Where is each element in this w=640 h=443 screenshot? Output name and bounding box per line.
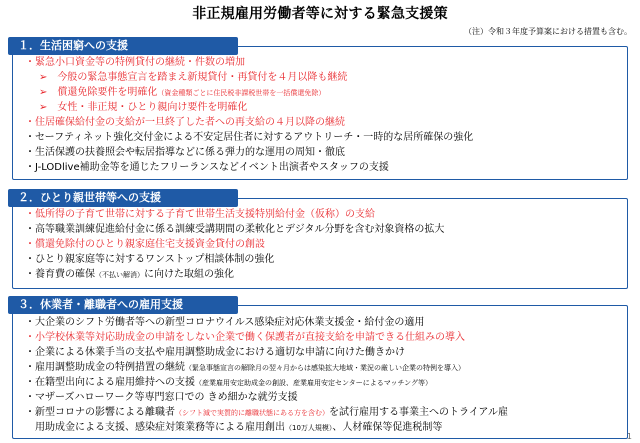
list-item: ➢ 償還免除要件を明確化（資金種類ごとに住民税非課税世帯を一括償還免除） — [39, 87, 326, 98]
list-item: ➢ 女性・非正規・ひとり親向け要件を明確化 — [39, 102, 248, 113]
section-header: ３．休業者・離職者への雇用支援 — [8, 296, 238, 314]
page-number: 1 — [626, 432, 632, 441]
list-item: ・生活保護の扶養照会や転居指導などに係る弾力的な運用の周知・徹底 — [25, 147, 345, 158]
page-title: 非正規雇用労働者等に対する緊急支援策 — [192, 6, 448, 22]
list-item: ・大企業のシフト労働者等への新型コロナウイルス感染症対応休業支援金・給付金の適用 — [25, 317, 425, 328]
list-item: ・ひとり親家庭等に対するワンストップ相談体制の強化 — [25, 254, 275, 265]
section-box — [12, 305, 628, 439]
list-item: ・住居確保給付金の支給が一旦終了した者への再支給の４月以降の継続 — [25, 117, 345, 128]
list-item: ・低所得の子育て世帯に対する子育て世帯生活支援特別給付金（仮称）の支給 — [25, 209, 375, 220]
item-note: （緊急事態宣言の解除月の翌々月からは感染拡大地域・業況の厳しい企業の特例を導入） — [185, 364, 465, 372]
list-item: ・養育費の確保（不払い解消）に向けた取組の強化 — [25, 269, 234, 280]
item-note: （シフト減で実質的に離職状態にある方を含む） — [175, 409, 329, 417]
section-employment-support — [8, 296, 628, 439]
section-living-support — [8, 37, 628, 180]
section-header: ２．ひとり親世帯等への支援 — [8, 189, 238, 207]
list-item: ➢ 今般の緊急事態宣言を踏まえ新規貸付・再貸付を４月以降も継続 — [39, 72, 348, 83]
list-item: ・緊急小口資金等の特例貸付の継続・件数の増加 — [25, 57, 245, 68]
list-item: ・J-LODlive補助金等を通じたフリーランスなどイベント出演者やスタッフの支援 — [25, 162, 389, 173]
list-item: ・企業による休業手当の支払や雇用調整助成金における適切な申請に向けた働きかけ — [25, 347, 405, 358]
item-note: （不払い解消） — [95, 271, 144, 279]
section-header: １．生活困窮への支援 — [8, 37, 238, 55]
section-box — [12, 198, 628, 289]
list-item: 用助成金による支援、感染症対策業務等による雇用創出（10万人規模）、人材確保等促進税制等 — [25, 422, 443, 433]
list-item: ・新型コロナの影響による離職者（シフト減で実質的に離職状態にある方を含む）を試行雇用する事業主へのトライアル雇 — [25, 407, 508, 418]
item-note: （10万人規模） — [285, 424, 333, 432]
budget-note: （注）令和３年度予算案における措置も含む。 — [464, 27, 632, 36]
item-note: （資金種類ごとに住民税非課税世帯を一括償還免除） — [157, 89, 326, 97]
list-item: ・マザーズハローワーク等専門窓口での きめ細かな就労支援 — [25, 392, 298, 403]
section-single-parent-support — [8, 189, 628, 289]
list-item: ・小学校休業等対応助成金の申請をしない企業で働く保護者が直接支給を申請できる仕組みの導入 — [25, 332, 465, 343]
list-item: ・高等職業訓練促進給付金に係る訓練受講期間の柔軟化とデジタル分野を含む対象資格の拡大 — [25, 224, 445, 235]
list-item: ・雇用調整助成金の特例措置の継続（緊急事態宣言の解除月の翌々月からは感染拡大地域・業況の厳しい企業の特例を導入） — [25, 362, 465, 373]
list-item: ・在籍型出向による雇用維持への支援（産業雇用安定助成金の創設、産業雇用安定センターによるマッチング等） — [25, 377, 432, 388]
list-item: ・セーフティネット強化交付金による不安定居住者に対するアウトリーチ・一時的な居所確保の強化 — [25, 132, 474, 143]
item-note: （産業雇用安定助成金の創設、産業雇用安定センターによるマッチング等） — [195, 379, 432, 387]
section-box — [12, 46, 628, 180]
list-item: ・償還免除付のひとり親家庭住宅支援資金貸付の創設 — [25, 239, 265, 250]
